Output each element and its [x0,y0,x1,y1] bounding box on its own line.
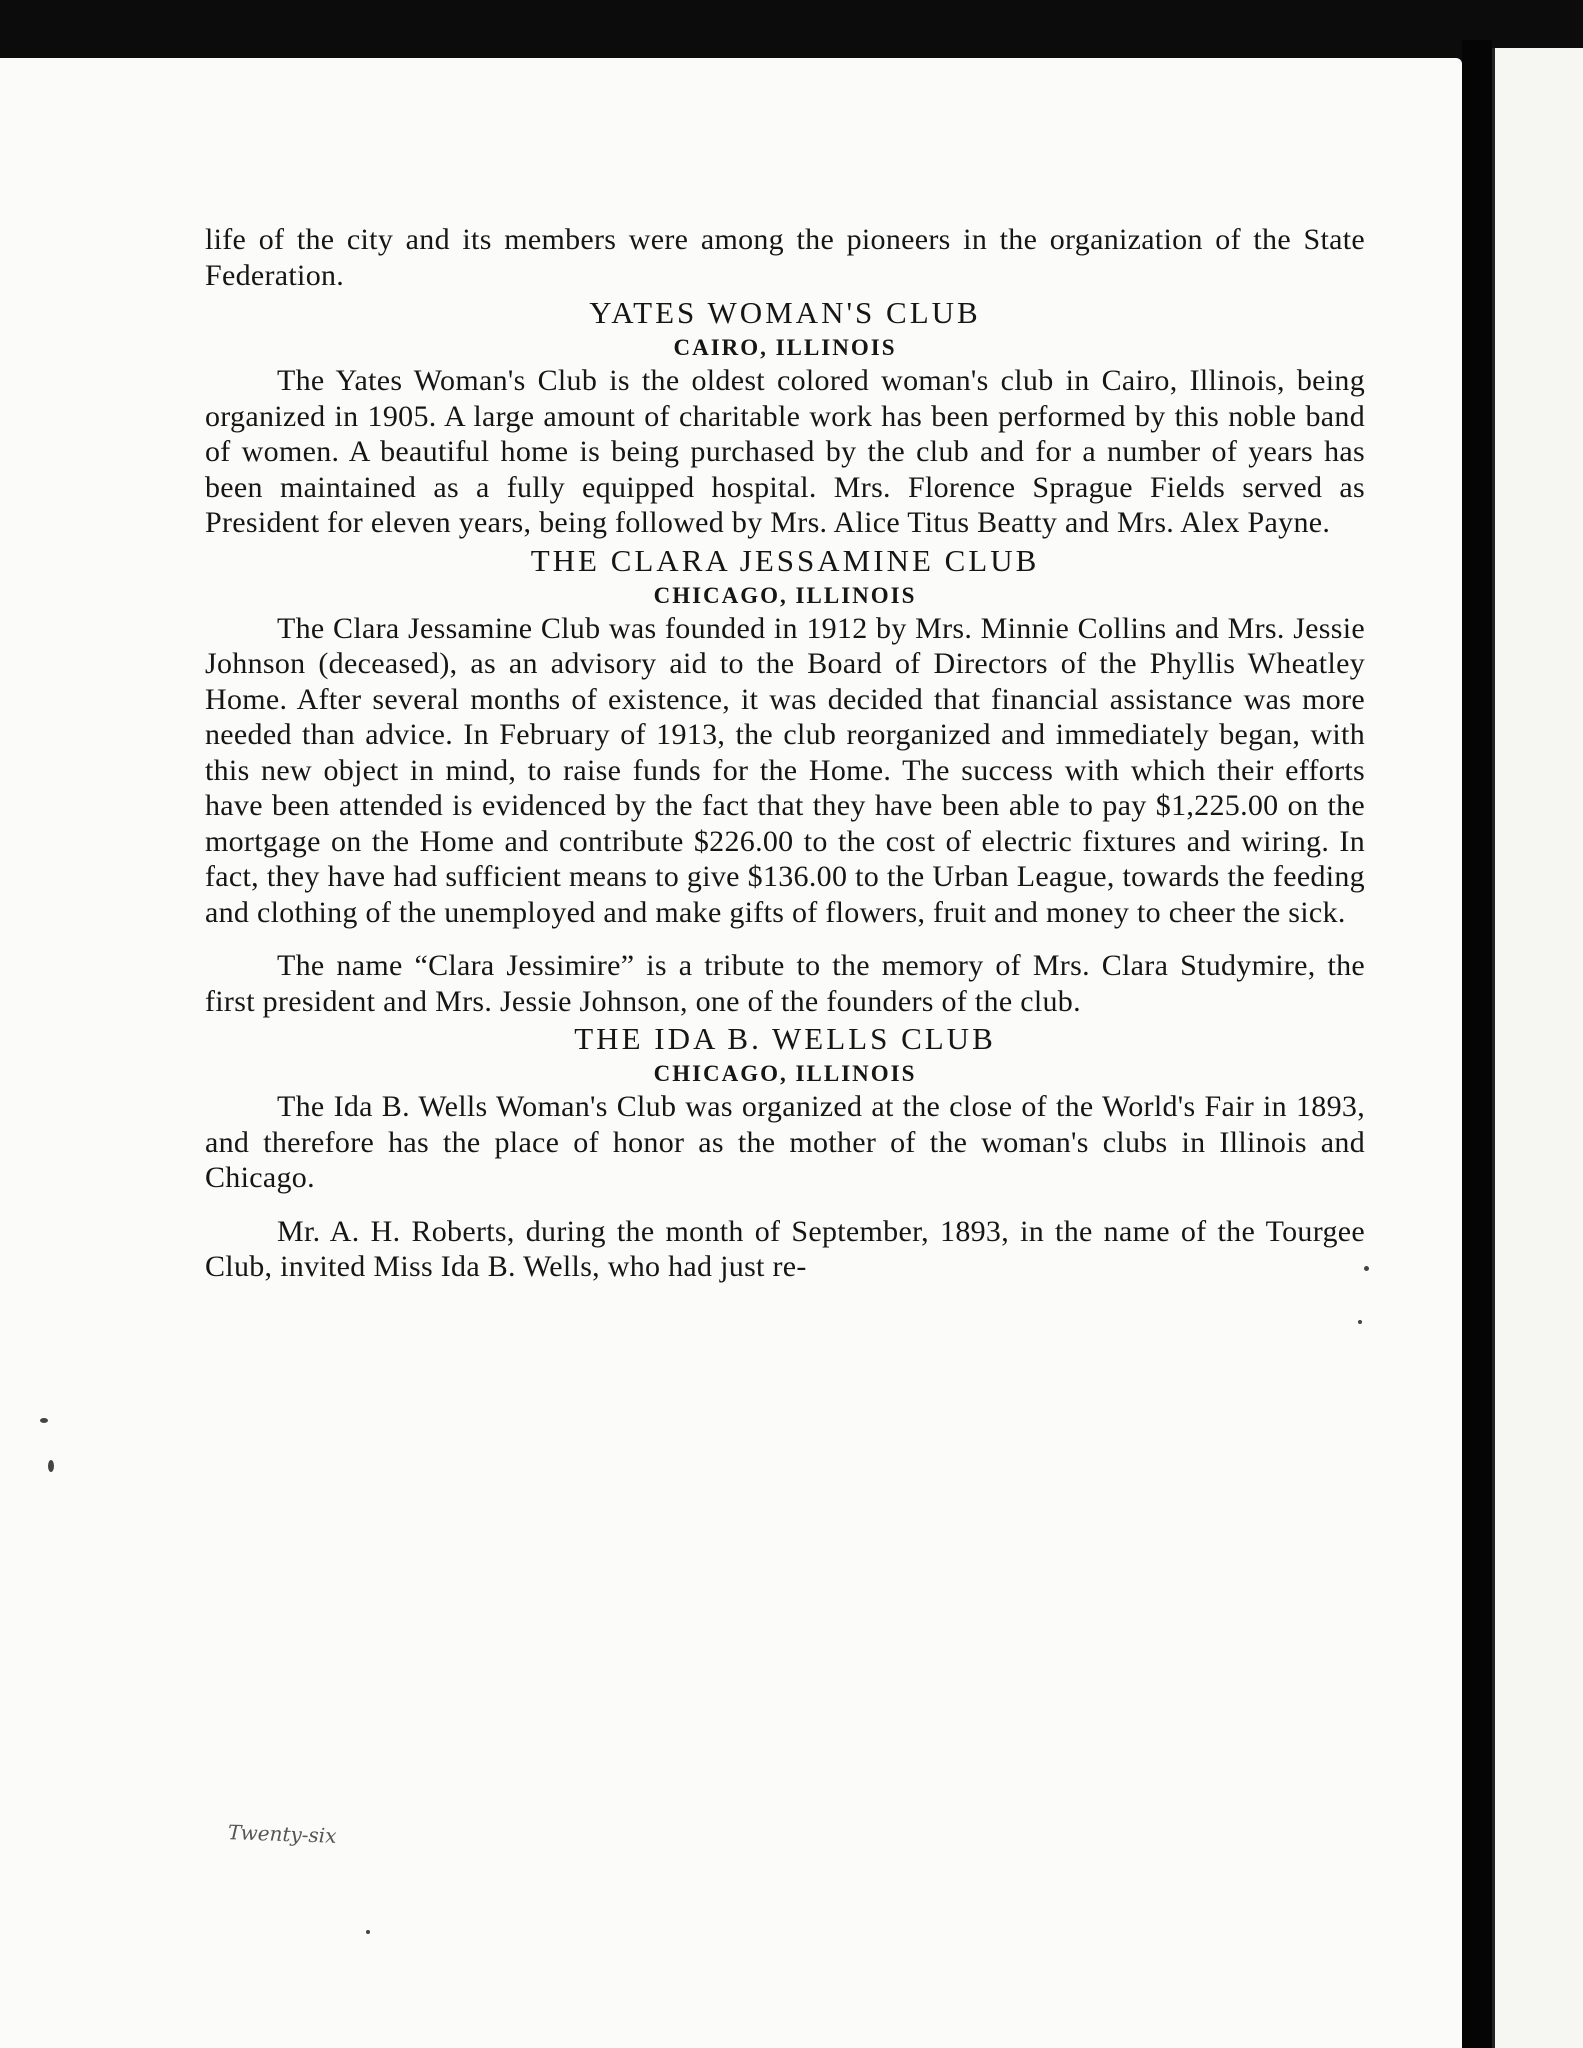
section-location: CHICAGO, ILLINOIS [653,1061,917,1086]
page-content [205,222,1365,1285]
section-heading: THE CLARA JESSAMINE CLUB [530,542,1040,578]
scan-speck [1358,1320,1362,1324]
section-paragraph: The Yates Woman's Club is the oldest colored woman's club in Cairo, Illinois, being organized in 1905. A large amount of charitable work has been performed by this noble band of women. A beautiful home is being purchased by the club and for a number of years has been maintained as a fully equipped hospital. Mrs. Florence Sprague Fields served as President for eleven years, being followed by Mrs. Alice Titus Beatty and Mrs. Alex Payne. [205,364,1365,539]
scan-speck [48,1460,54,1472]
section-location: CAIRO, ILLINOIS [673,335,897,360]
section-clara-jessamine-club [205,541,1365,1020]
section-location: CHICAGO, ILLINOIS [653,582,917,608]
section-paragraph: Mr. A. H. Roberts, during the month of September, 1893, in the name of the Tourgee Club, invited Miss Ida B. Wells, who had just re- [205,1214,1365,1283]
scan-speck [366,1930,370,1934]
section-heading: YATES WOMAN'S CLUB [589,295,981,330]
page-folio: Twenty-six [227,1820,337,1848]
section-ida-b-wells-club [205,1019,1365,1285]
section-heading: THE IDA B. WELLS CLUB [574,1021,996,1056]
section-paragraph: The Ida B. Wells Woman's Club was organized at the close of the World's Fair in 1893, and therefore has the place of honor as the mother of the woman's clubs in Illinois and Chicago. [205,1090,1365,1194]
book-gutter [1462,40,1492,2048]
section-paragraph: The Clara Jessamine Club was founded in 1912 by Mrs. Minnie Collins and Mrs. Jessie Johnson (deceased), as an advisory aid to the Board of Directors of the Phyllis Wheatley Home. After several months of existence, it was decided that financial assistance was more needed than advice. In February of 1913, the club reorganized and immediately began, with this new object in mind, to raise funds for the Home. The success with which their efforts have been attended is evidenced by the fact that they have been able to pay $1,225.00 on the mortgage on the Home and contribute $226.00 to the cost of electric fixtures and wiring. In fact, they have had sufficient means to give $136.00 to the Urban League, towards the feeding and clothing of the unemployed and make gifts of flowers, fruit and money to cheer the sick. [205,611,1365,929]
section-paragraph: The name “Clara Jessimire” is a tribute to the memory of Mrs. Clara Studymire, the first president and Mrs. Jessie Johnson, one of the founders of the club. [205,949,1365,1018]
opening-text: life of the city and its members were among the pioneers in the organization of the State Federation. [205,223,1365,292]
facing-page-edge [1492,48,1583,2048]
section-yates-womans-club [205,293,1365,541]
scan-speck [40,1418,48,1423]
